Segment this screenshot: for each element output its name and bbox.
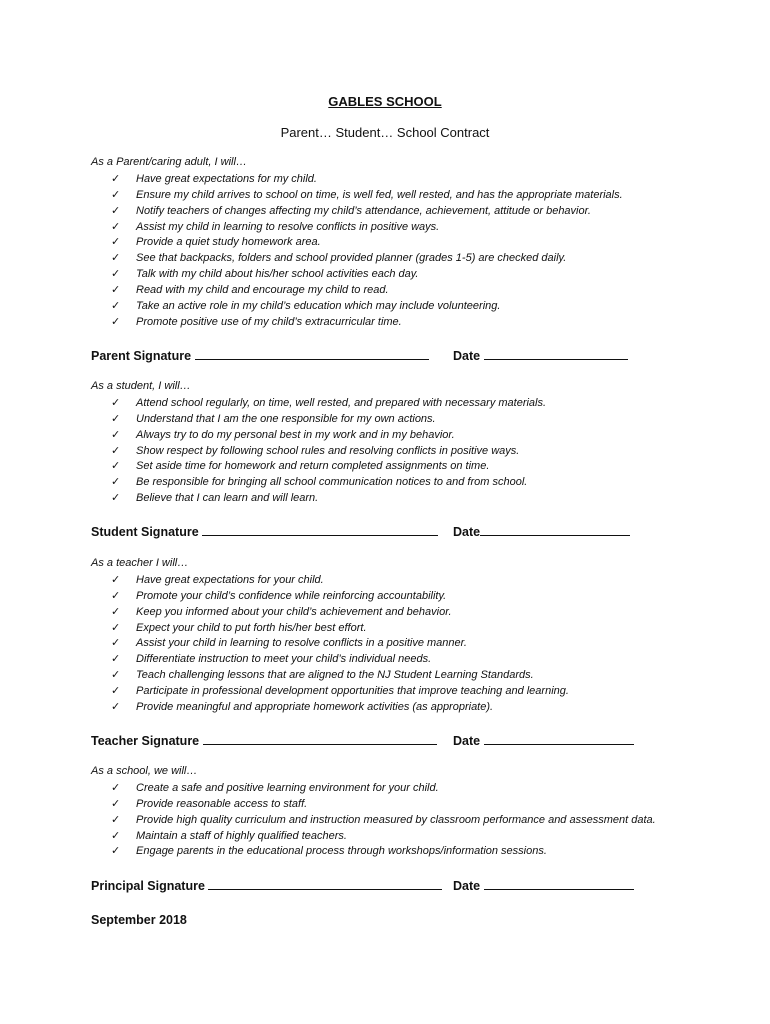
check-icon: ✓ (111, 173, 121, 185)
teacher-date-label: Date (453, 734, 481, 748)
teacher-signature-row (91, 733, 437, 748)
student-date-row (453, 524, 630, 539)
check-icon: ✓ (111, 637, 121, 650)
check-icon: ✓ (111, 476, 121, 489)
principal-signature-line[interactable] (208, 878, 442, 890)
teacher-signature-label: Teacher Signature (91, 734, 200, 748)
check-icon: ✓ (111, 460, 121, 473)
student-date-line[interactable] (480, 524, 630, 536)
check-icon: ✓ (111, 669, 121, 682)
check-icon: ✓ (111, 621, 121, 634)
check-icon: ✓ (111, 684, 121, 697)
parent-signature-label: Parent Signature (91, 349, 192, 363)
parent-signature-line[interactable] (195, 348, 429, 360)
parent-intro: As a Parent/caring adult, I will… (91, 156, 247, 168)
check-icon: ✓ (111, 252, 121, 265)
check-icon: ✓ (111, 397, 121, 409)
student-signature-row (91, 524, 438, 539)
check-icon: ✓ (111, 492, 121, 505)
check-icon: ✓ (111, 412, 121, 425)
check-icon: ✓ (111, 188, 121, 201)
principal-date-line[interactable] (484, 878, 634, 890)
principal-signature-row (91, 878, 442, 893)
check-icon: ✓ (111, 589, 121, 602)
check-icon: ✓ (111, 268, 121, 281)
check-icon: ✓ (111, 700, 121, 713)
teacher-date-row (453, 733, 634, 748)
parent-date-row (453, 348, 628, 363)
check-icon: ✓ (111, 283, 121, 296)
check-icon: ✓ (111, 204, 121, 217)
check-icon: ✓ (111, 220, 121, 233)
parent-date-line[interactable] (484, 348, 628, 360)
teacher-signature-line[interactable] (203, 733, 437, 745)
parent-date-label: Date (453, 349, 481, 363)
teacher-intro: As a teacher I will… (91, 557, 189, 569)
check-icon: ✓ (111, 236, 121, 249)
check-icon: ✓ (111, 444, 121, 457)
contract-page: GABLES SCHOOL Parent… Student… School Contract As a Parent/caring adult, I will… ✓ Have great expectations for my child. ✓ Ensure my child arrives to school on time, is well fed, well rested, and has the appropriate materials. ✓ Notify teachers of changes affecting my child’s attendance, achievement, attitude or behavior. ✓ Assist my child in learning to resolve conflicts in positive ways. ✓ Provide a quiet study homework area. ✓ See that backpacks, folders and school provided planner (grades 1-5) are checked daily. ✓ Talk with my child about his/her school activities each day. ✓ Read with my child and encourage my child to read. ✓ Take an active role in my child’s education which may include volunteering. ✓ Promote positive use of my child’s extracurricular time. Parent Signature Date As a student, I will… ✓ Attend school regularly, on time, well rested, and prepared with necessary materials. ✓ Understand that I am the one responsible for my own actions. ✓ Always try to do my personal best in my work and in my behavior. ✓ Show respect by following school rules and resolving conflicts in positive ways. ✓ Set aside time for homework and return completed assignments on time. ✓ Be responsible for bringing all school communication notices to and from school. ✓ Believe that I can learn and will learn. Student Signature Date As a teacher I will… ✓ Have great expectations for your child. ✓ Promote your child’s confidence while reinforcing accountability. ✓ Keep you informed about your child’s achievement and behavior. ✓ Expect your child to put forth his/her best effort. ✓ Assist your child in learning to resolve conflicts in a positive manner. ✓ Differentiate instruction to meet your child’s individual needs. ✓ Teach challenging lessons that are aligned to the NJ Student Learning Standards. ✓ Participate in professional development opportunities that improve teaching and learning. ✓ Provide meaningful and appropriate homework activities (as appropriate). Teacher Signature Date As a school, we will… ✓ Create a safe and positive learning environment for your child. ✓ Provide reasonable access to staff. ✓ Provide high quality curriculum and instruction measured by classroom performance and assessment data. ✓ Maintain a staff of highly qualified teachers. ✓ Engage parents in the educational process through workshops/information sessions. Principal Signature Date September 2018 (0, 0, 770, 1024)
school-intro: As a school, we will… (91, 765, 198, 777)
parent-signature-row (91, 348, 429, 363)
check-icon: ✓ (111, 782, 121, 794)
principal-date-row (453, 878, 634, 893)
contract-subtitle: Parent… Student… School Contract (280, 125, 490, 140)
check-icon: ✓ (111, 428, 121, 441)
check-icon: ✓ (111, 813, 121, 826)
check-icon: ✓ (111, 299, 121, 312)
check-icon: ✓ (111, 574, 121, 586)
student-date-label: Date (453, 525, 481, 539)
check-icon: ✓ (111, 605, 121, 618)
check-icon: ✓ (111, 315, 121, 328)
check-icon: ✓ (111, 653, 121, 666)
principal-date-label: Date (453, 879, 481, 893)
teacher-date-line[interactable] (484, 733, 634, 745)
student-signature-line[interactable] (202, 524, 438, 536)
school-title: GABLES SCHOOL (328, 94, 442, 109)
footer-date: September 2018 (91, 913, 187, 927)
check-icon: ✓ (111, 797, 121, 810)
check-icon: ✓ (111, 829, 121, 842)
student-intro: As a student, I will… (91, 380, 191, 392)
student-signature-label: Student Signature (91, 525, 199, 539)
principal-signature-label: Principal Signature (91, 879, 205, 893)
check-icon: ✓ (111, 845, 121, 858)
